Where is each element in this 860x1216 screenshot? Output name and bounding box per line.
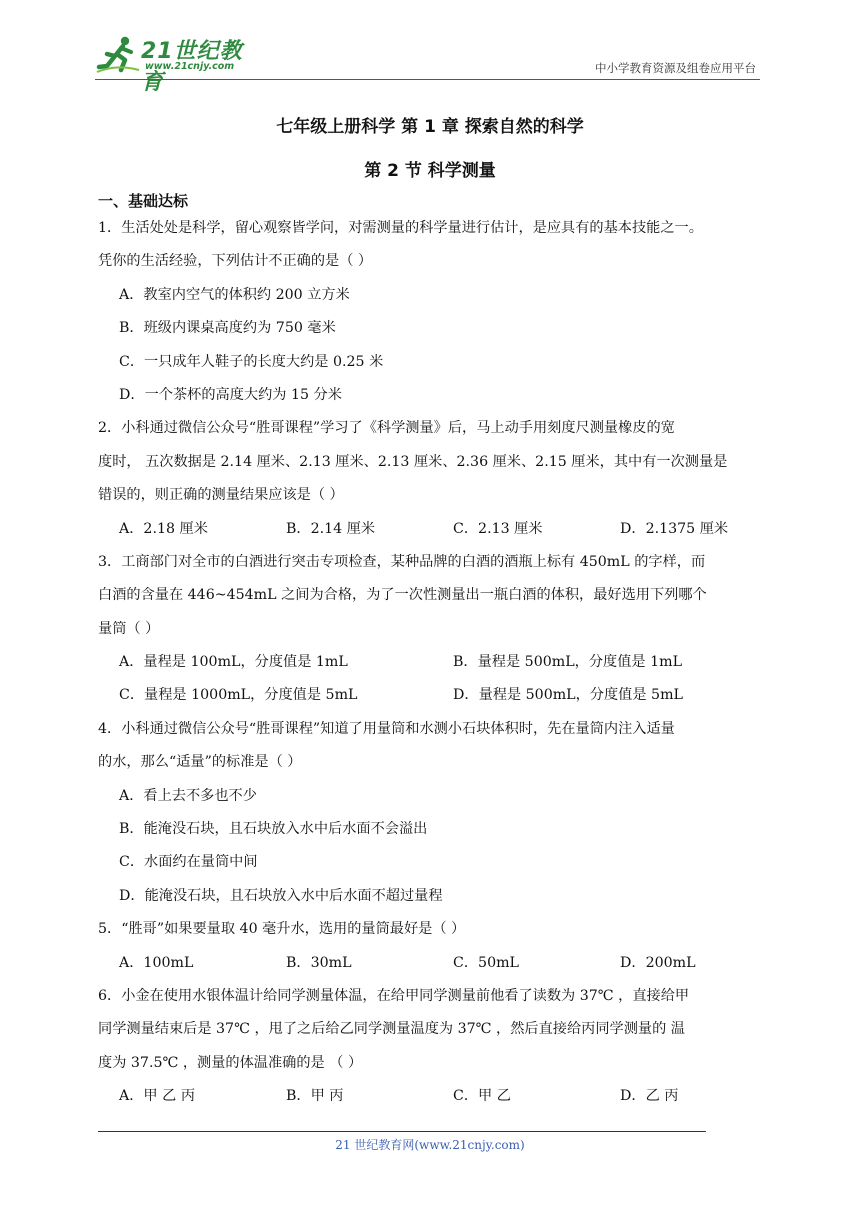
question-6 [98, 980, 762, 1114]
option-a: A．看上去不多也不少 [119, 787, 257, 804]
question-text: 6．小金在使用水银体温计给同学测量体温，在给甲同学测量前他看了读数为 37℃ ，直接给甲 [98, 987, 690, 1004]
question-text: 4．小科通过微信公众号“胜哥课程”知道了用量筒和水测小石块体积时，先在量筒内注入适量 [98, 720, 675, 737]
option-c: C．一只成年人鞋子的长度大约是 0.25 米 [119, 353, 384, 370]
page-footer: 21 世纪教育网(www.21cnjy.com) [335, 1138, 525, 1152]
question-4 [98, 713, 762, 913]
option-row [98, 513, 762, 546]
option-c: C．水面约在量筒中间 [119, 854, 258, 871]
option-d: D．一个茶杯的高度大约为 15 分米 [119, 386, 342, 403]
option-d: D．乙 丙 [620, 1088, 679, 1105]
header-platform-name: 中小学教育资源及组卷应用平台 [595, 61, 756, 75]
header-divider [95, 79, 760, 80]
logo-url: www.21cnjy.com [145, 61, 235, 72]
option-d: D．能淹没石块，且石块放入水中后水面不超过量程 [119, 887, 443, 904]
option-row [98, 679, 762, 712]
option-d: D．量程是 500mL，分度值是 5mL [453, 687, 683, 704]
option-a: A．量程是 100mL，分度值是 1mL [119, 654, 348, 671]
question-3 [98, 546, 762, 713]
option-a: A．甲 乙 丙 [119, 1088, 196, 1105]
option-d: D．200mL [620, 954, 696, 971]
footer-divider [98, 1131, 706, 1132]
question-text: 2．小科通过微信公众号“胜哥课程”学习了《科学测量》后，马上动手用刻度尺测量橡皮的宽 [98, 420, 675, 437]
option-b: B．30mL [286, 954, 352, 971]
option-a: A．2.18 厘米 [119, 520, 208, 537]
page-header [95, 30, 760, 95]
logo [95, 34, 265, 95]
option-c: C．50mL [453, 954, 519, 971]
option-row [98, 947, 762, 980]
logo-text: 21世纪教育 [141, 39, 243, 95]
option-b: B．量程是 500mL，分度值是 1mL [453, 654, 682, 671]
question-text: 同学测量结束后是 37℃ ，甩了之后给乙同学测量温度为 37℃ ，然后直接给丙同学测量的 温 [98, 1021, 685, 1038]
question-text: 1．生活处处是科学，留心观察皆学问，对需测量的科学量进行估计，是应具有的基本技能之一。 [98, 220, 703, 236]
option-b: B．甲 丙 [286, 1088, 344, 1105]
part-heading: 一、基础达标 [98, 192, 189, 210]
option-b: B．2.14 厘米 [286, 520, 376, 537]
option-d: D．2.1375 厘米 [620, 520, 729, 537]
option-row [98, 1080, 762, 1113]
question-list [98, 212, 762, 1114]
question-2 [98, 412, 762, 546]
option-c: C．甲 乙 [453, 1088, 511, 1105]
section-subtitle: 第 2 节 科学测量 [364, 161, 496, 181]
question-text: 量筒（ ） [98, 620, 160, 637]
option-a: A．100mL [119, 954, 194, 971]
question-text: 白酒的含量在 446~454mL 之间为合格，为了一次性测量出一瓶白酒的体积，最好选用下列哪个 [98, 587, 707, 604]
question-text: 5．“胜哥”如果要量取 40 毫升水，选用的量筒最好是（ ） [98, 921, 466, 938]
question-text: 度为 37.5℃ ，测量的体温准确的是 （ ） [98, 1054, 363, 1071]
option-c: C．量程是 1000mL，分度值是 5mL [119, 687, 358, 704]
question-1 [98, 212, 762, 412]
question-text: 3．工商部门对全市的白酒进行突击专项检查，某种品牌的白酒的酒瓶上标有 450mL 的字样，而 [98, 553, 706, 570]
question-text: 的水，那么“适量”的标准是（ ） [98, 754, 302, 771]
option-b: B．能淹没石块，且石块放入水中后水面不会溢出 [119, 821, 428, 838]
option-c: C．2.13 厘米 [453, 520, 543, 537]
question-text: 度时， 五次数据是 2.14 厘米、2.13 厘米、2.13 厘米、2.36 厘米、2.15 厘米，其中有一次测量是 [98, 453, 728, 470]
question-text: 错误的，则正确的测量结果应该是（ ） [98, 487, 344, 504]
document-title: 七年级上册科学 第 1 章 探索自然的科学 [276, 117, 584, 137]
option-row [98, 646, 762, 679]
question-5 [98, 913, 762, 980]
option-a: A．教室内空气的体积约 200 立方米 [119, 286, 350, 303]
runner-logo-icon [95, 34, 141, 74]
option-b: B．班级内课桌高度约为 750 毫米 [119, 320, 336, 337]
question-text: 凭你的生活经验，下列估计不正确的是（ ） [98, 253, 373, 270]
